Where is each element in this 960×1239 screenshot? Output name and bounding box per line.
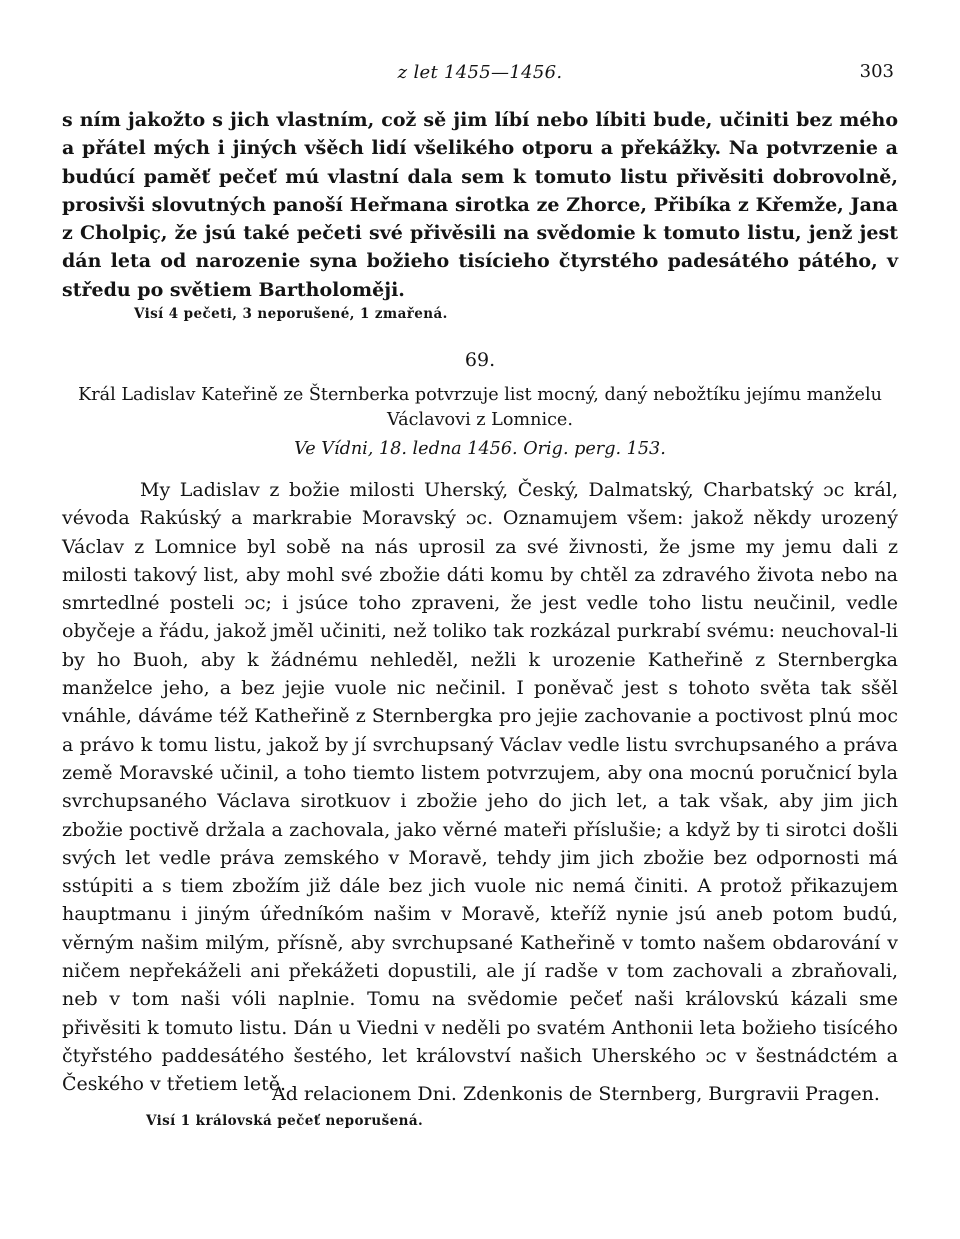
intro-paragraph: s ním jakožto s jich vlastním, což sě jim líbí nebo líbiti bude, učiniti bez mého a přátel mých i jiných všěch lidí všelikého otporu a překážky. Na potvrzenie a budúcí paměť pečeť mú vlastní dala sem k tomuto listu přivěsiti dobrovolně, prosivši slovutných panoší Heřmana sirotka ze Zhorce, Přibíka z Křemže, Jana z Cholpiç, že jsú také pečeti své přivěsili na svědomie k tomuto listu, jenž jest dán leta od narozenie syna božieho tisícieho čtyrstého padesátého pátého, v středu po světiem Bartholoměji.: [62, 109, 898, 301]
document-dateline: Ve Vídni, 18. ledna 1456. Orig. perg. 153.: [294, 439, 666, 459]
document-heading: Král Ladislav Kateřině ze Šternberka potvrzuje list mocný, daný nebožtíku jejímu manželu Václavovi z Lomnice.: [78, 385, 882, 430]
closing-line: Ad relacionem Dni. Zdenkonis de Sternberg, Burgravii Pragen.: [272, 1083, 880, 1105]
seal-note: Visí 4 pečeti, 3 neporušené, 1 zmařená.: [134, 306, 448, 322]
running-header: z let 1455—1456.: [397, 62, 563, 83]
document-body: [62, 476, 898, 1099]
document-number: 69.: [464, 349, 496, 371]
body-paragraph: My Ladislav z božie milosti Uherský, Český, Dalmatský, Charbatský ɔc král, vévoda Rakúský a markrabie Moravský ɔc. Oznamujem všem: jakož někdy urozený Václav z Lomnice byl sobě na nás uprosil za své živnosti, že jsme my jemu dali z milosti takový list, aby mohl své zbožie dáti komu by chtěl za zdravého života nebo na smrtedlné posteli ɔc; i jsúce toho zpraveni, že jest vedle toho listu neučinil, vedle obyčeje a řádu, jakož jměl učiniti, než toliko tak rozkázal purkrabí svému: neuchoval-li by ho Buoh, aby k žádnému nehleděl, nežli k urozenie Katheřině z Sternbergka manželce jeho, a bez jejie vuole nic nečinil. I poněvač jest s tohoto světa tak sšěl vnáhle, dáváme též Katheřině z Sternbergka pro jejie zachovanie a poctivost plnú moc a právo k tomu listu, jakož by jí svrchupsaný Václav vedle listu svrchupsaného a práva země Moravské učinil, a toho tiemto listem potvrzujem, aby ona mocnú poručnicí byla svrchupsaného Václava sirotkuov i zbožie jeho do jich let, a tak však, aby jim jich zbožie poctivě držala a zachovala, jako věrné mateři příslušie; a když by ti sirotci došli svých let vedle práva zemského v Moravě, tehdy jim jich zbožie bez odpornosti má sstúpiti a s tiem zbožím již dále bez jich vuole nic nemá činiti. A protož přikazujem hauptmanu i jiným úředníkóm našim v Moravě, kteříž nynie jsú aneb potom budú, věrným našim milým, přísně, aby svrchupsané Katheřině v tomto našem obdarování v ničem nepřekáželi ani překážeti dopustili, ale jí radše v tom zachovali a zbraňovali, neb v tom naši vóli naplnie. Tomu na svědomie pečeť naši královskú kázali sme přivěsiti k tomuto listu. Dán u Viedni v neděli po svatém Anthonii leta božieho tisícého čtyřstého paddesátého šestého, let království našich Uherského ɔc v šestnádctém a Českého v třetiem letě.: [62, 479, 898, 1096]
page-number: 303: [859, 61, 894, 82]
seal-note-2: Visí 1 královská pečeť neporušená.: [146, 1113, 424, 1129]
